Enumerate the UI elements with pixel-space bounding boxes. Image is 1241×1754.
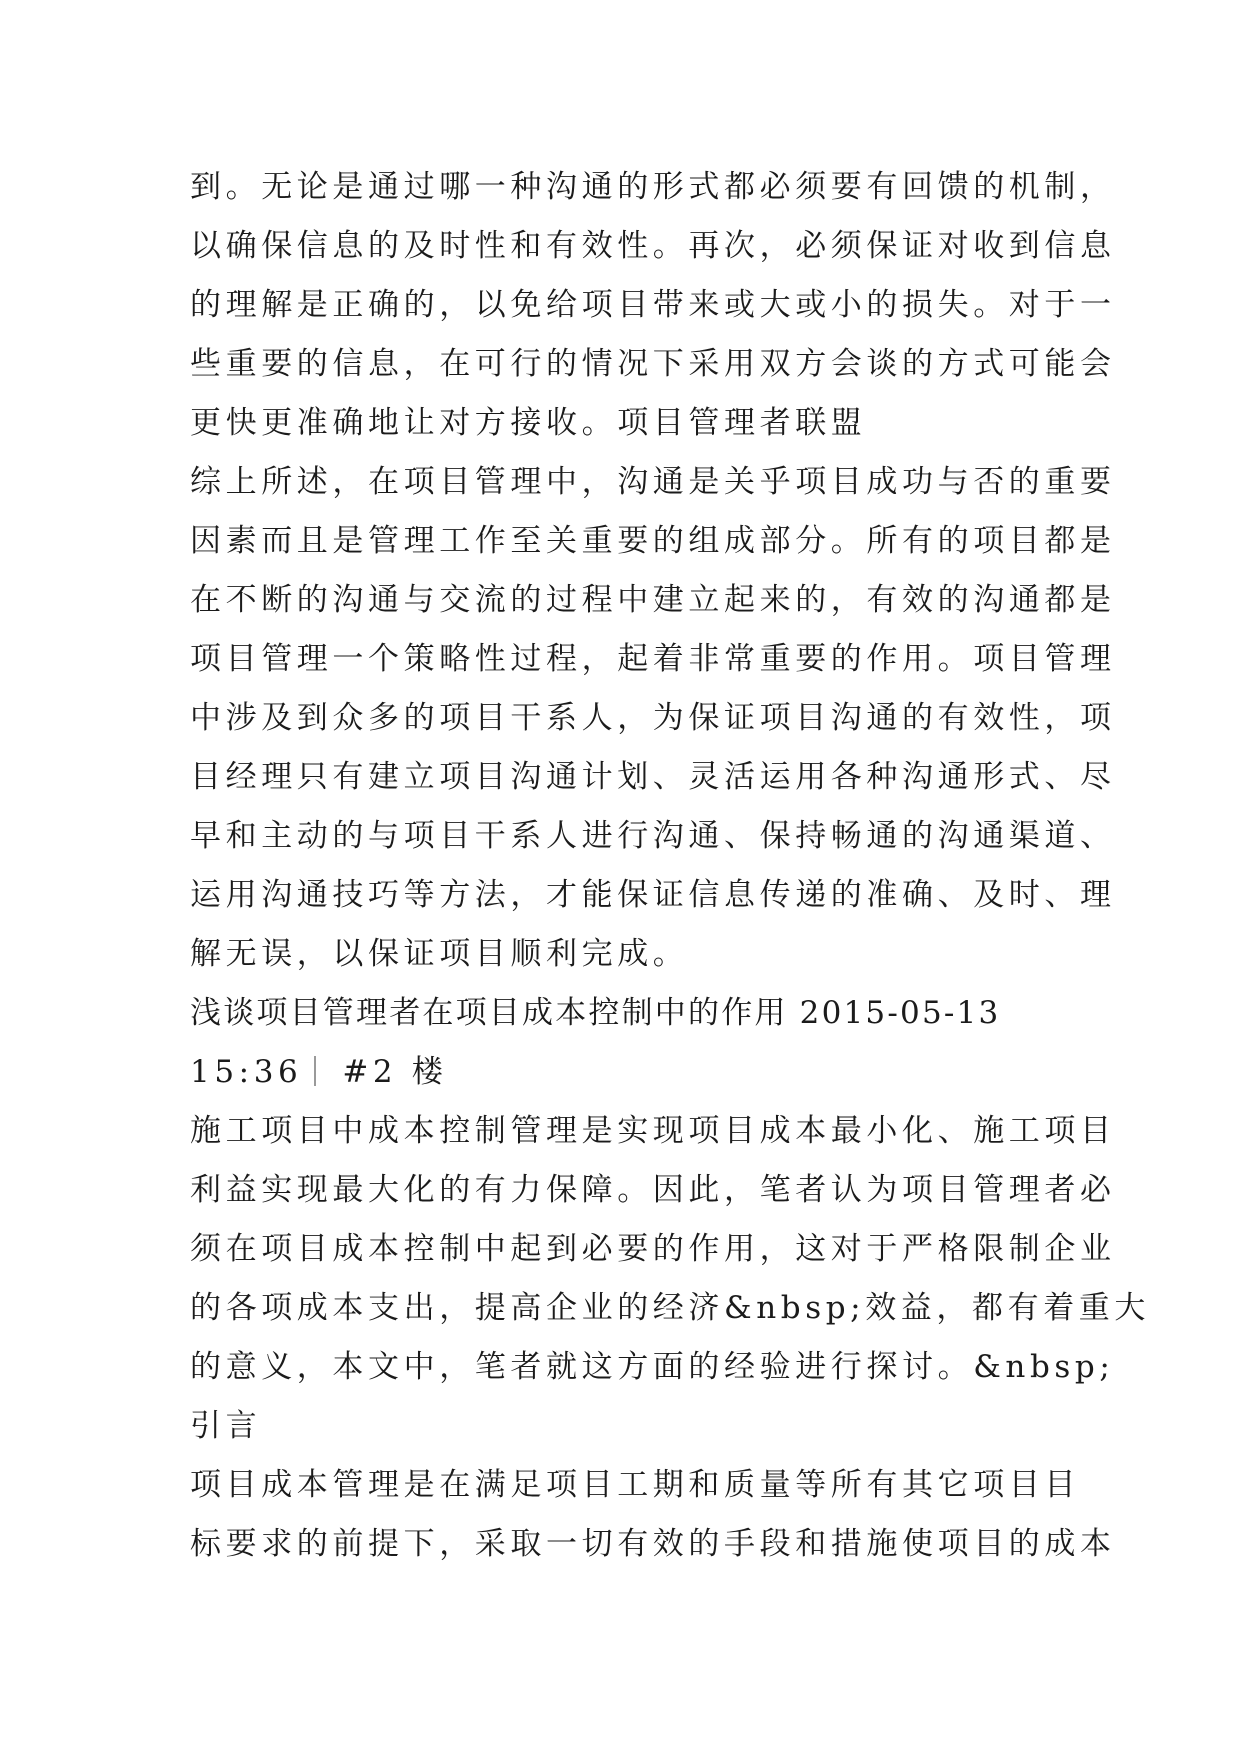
post-floor: #2 楼 [342,1054,448,1090]
post-meta [190,1043,1070,1102]
text-line: 些重要的信息，在可行的情况下采用双方会谈的方式可能会 [190,346,1116,382]
text-line: 项目成本管理是在满足项目工期和质量等所有其它项目目 [190,1467,1080,1503]
text-line: 早和主动的与项目干系人进行沟通、保持畅通的沟通渠道、 [190,818,1116,854]
text-line: 到。无论是通过哪一种沟通的形式都必须要有回馈的机制， [190,169,1116,205]
text-line: 运用沟通技巧等方法，才能保证信息传递的准确、及时、理 [190,877,1116,913]
text-line: 须在项目成本控制中起到必要的作用，这对于严格限制企业 [190,1231,1116,1267]
text-line: 的各项成本支出，提高企业的经济&nbsp;效益，都有着重大 [190,1290,1150,1326]
document-body [190,158,1150,1574]
text-line: 目经理只有建立项目沟通计划、灵活运用各种沟通形式、尽 [190,759,1116,795]
meta-separator [314,1056,316,1086]
text-line: 项目管理一个策略性过程，起着非常重要的作用。项目管理 [190,641,1116,677]
text-line: 的意义，本文中，笔者就这方面的经验进行探讨。&nbsp; [190,1349,1115,1385]
section-heading: 引言 [190,1408,262,1444]
post-time: 15:36 [190,1054,303,1090]
text-line: 解无误，以保证项目顺利完成。 [190,936,689,972]
post-title: 浅谈项目管理者在项目成本控制中的作用 2015-05-13 [190,995,1001,1031]
text-line: 在不断的沟通与交流的过程中建立起来的，有效的沟通都是 [190,582,1116,618]
text-line: 因素而且是管理工作至关重要的组成部分。所有的项目都是 [190,523,1116,559]
text-line: 更快更准确地让对方接收。项目管理者联盟 [190,405,867,441]
text-line: 以确保信息的及时性和有效性。再次，必须保证对收到信息 [190,228,1116,264]
text-line: 综上所述，在项目管理中，沟通是关乎项目成功与否的重要 [190,464,1116,500]
text-line: 的理解是正确的，以免给项目带来或大或小的损失。对于一 [190,287,1116,323]
text-line: 中涉及到众多的项目干系人，为保证项目沟通的有效性，项 [190,700,1116,736]
text-line: 标要求的前提下，采取一切有效的手段和措施使项目的成本 [190,1526,1116,1562]
text-line: 施工项目中成本控制管理是实现项目成本最小化、施工项目 [190,1113,1116,1149]
text-line: 利益实现最大化的有力保障。因此，笔者认为项目管理者必 [190,1172,1116,1208]
